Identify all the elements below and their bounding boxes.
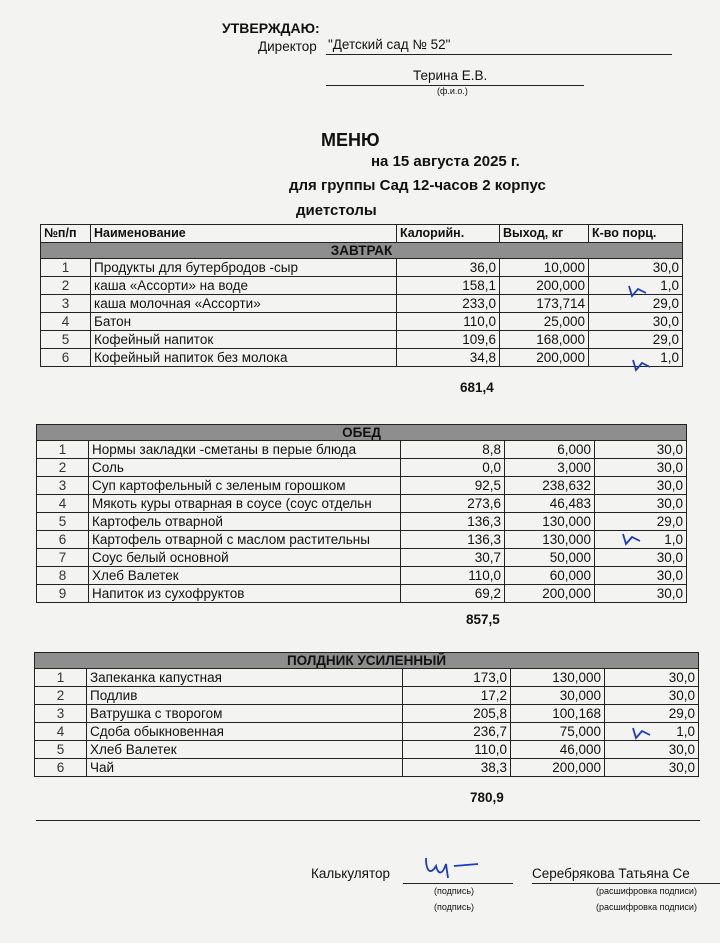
row-num: 4 xyxy=(35,723,87,741)
row-yield: 30,000 xyxy=(511,687,605,705)
row-cal: 110,0 xyxy=(397,313,500,331)
row-name: Напиток из сухофруктов xyxy=(89,585,401,603)
row-cal: 173,0 xyxy=(403,669,511,687)
row-yield: 60,000 xyxy=(505,567,595,585)
row-yield: 238,632 xyxy=(505,477,595,495)
table-row xyxy=(37,531,687,549)
lunch-total: 857,5 xyxy=(466,612,500,627)
table-row xyxy=(35,687,699,705)
table-row xyxy=(37,441,687,459)
row-num: 5 xyxy=(37,513,89,531)
section-header-row xyxy=(41,243,683,259)
col-name: Наименование xyxy=(91,225,397,243)
row-portions: 30,0 xyxy=(595,585,687,603)
row-name: каша молочная «Ассорти» xyxy=(91,295,397,313)
row-name: Кофейный напиток xyxy=(91,331,397,349)
col-portions: К-во порц. xyxy=(589,225,683,243)
row-cal: 110,0 xyxy=(401,567,505,585)
table-row xyxy=(37,585,687,603)
row-name: Мякоть куры отварная в соусе (соус отдельн xyxy=(89,495,401,513)
row-name: Картофель отварной xyxy=(89,513,401,531)
row-portions: 30,0 xyxy=(605,759,699,777)
row-portions: 29,0 xyxy=(595,513,687,531)
calc-label: Калькулятор xyxy=(311,866,391,881)
check-mark-icon xyxy=(626,284,648,298)
table-row xyxy=(37,567,687,585)
menu-subtitle: диетстолы xyxy=(296,202,377,219)
row-num: 6 xyxy=(37,531,89,549)
director-name: Терина Е.В. xyxy=(413,68,488,83)
row-num: 7 xyxy=(37,549,89,567)
row-num: 3 xyxy=(35,705,87,723)
section-title: ОБЕД xyxy=(37,425,687,441)
row-portions: 29,0 xyxy=(589,295,683,313)
check-mark-icon xyxy=(620,532,642,546)
row-portions: 30,0 xyxy=(605,741,699,759)
decode-caption: (расшифровка подписи) xyxy=(596,902,697,912)
menu-title: МЕНЮ xyxy=(321,130,380,150)
row-num: 9 xyxy=(37,585,89,603)
table-row xyxy=(35,669,699,687)
row-yield: 46,483 xyxy=(505,495,595,513)
menu-date: на 15 августа 2025 г. xyxy=(371,153,520,170)
row-name: Подлив xyxy=(87,687,403,705)
row-yield: 200,000 xyxy=(500,277,589,295)
row-portions: 30,0 xyxy=(595,495,687,513)
row-cal: 34,8 xyxy=(397,349,500,367)
row-num: 5 xyxy=(41,331,91,349)
row-name: Соль xyxy=(89,459,401,477)
row-cal: 205,8 xyxy=(403,705,511,723)
row-name: Чай xyxy=(87,759,403,777)
org-name: "Детский сад № 52" xyxy=(328,37,451,52)
row-cal: 92,5 xyxy=(401,477,505,495)
row-cal: 30,7 xyxy=(401,549,505,567)
row-cal: 273,6 xyxy=(401,495,505,513)
row-num: 2 xyxy=(41,277,91,295)
table-row xyxy=(37,513,687,531)
row-yield: 6,000 xyxy=(505,441,595,459)
row-yield: 10,000 xyxy=(500,259,589,277)
row-name: Батон xyxy=(91,313,397,331)
snack-total: 780,9 xyxy=(470,790,504,805)
row-portions: 29,0 xyxy=(605,705,699,723)
row-portions: 1,0 xyxy=(589,277,683,295)
row-cal: 109,6 xyxy=(397,331,500,349)
row-cal: 136,3 xyxy=(401,513,505,531)
col-yield: Выход, кг xyxy=(500,225,589,243)
row-yield: 173,714 xyxy=(500,295,589,313)
row-portions: 30,0 xyxy=(595,459,687,477)
table-row xyxy=(41,295,683,313)
row-num: 6 xyxy=(35,759,87,777)
table-row xyxy=(35,723,699,741)
row-cal: 38,3 xyxy=(403,759,511,777)
row-cal: 136,3 xyxy=(401,531,505,549)
row-num: 5 xyxy=(35,741,87,759)
row-num: 6 xyxy=(41,349,91,367)
row-portions: 30,0 xyxy=(595,567,687,585)
row-yield: 3,000 xyxy=(505,459,595,477)
row-yield: 130,000 xyxy=(505,531,595,549)
org-underline xyxy=(326,54,672,55)
row-yield: 168,000 xyxy=(500,331,589,349)
row-cal: 158,1 xyxy=(397,277,500,295)
row-cal: 233,0 xyxy=(397,295,500,313)
table-row xyxy=(41,349,683,367)
director-label: Директор xyxy=(258,39,317,54)
row-name: каша «Ассорти» на воде xyxy=(91,277,397,295)
row-portions: 30,0 xyxy=(589,259,683,277)
snack-table xyxy=(34,652,699,777)
row-portions: 30,0 xyxy=(589,313,683,331)
row-yield: 130,000 xyxy=(511,669,605,687)
lunch-table xyxy=(36,424,687,603)
row-cal: 0,0 xyxy=(401,459,505,477)
row-name: Нормы закладки -сметаны в перые блюда xyxy=(89,441,401,459)
section-header-row xyxy=(35,653,699,669)
row-num: 3 xyxy=(37,477,89,495)
row-yield: 46,000 xyxy=(511,741,605,759)
table-row xyxy=(41,277,683,295)
row-cal: 36,0 xyxy=(397,259,500,277)
table-row xyxy=(35,705,699,723)
signature-caption: (подпись) xyxy=(434,902,475,912)
section-title: ПОЛДНИК УСИЛЕННЫЙ xyxy=(35,653,699,669)
row-name: Соус белый основной xyxy=(89,549,401,567)
row-num: 1 xyxy=(35,669,87,687)
row-cal: 69,2 xyxy=(401,585,505,603)
calc-name: Серебрякова Татьяна Се xyxy=(532,866,690,881)
row-portions: 1,0 xyxy=(595,531,687,549)
table-row xyxy=(35,741,699,759)
table-row xyxy=(41,331,683,349)
table-row xyxy=(37,549,687,567)
check-mark-icon xyxy=(630,358,652,372)
row-name: Сдоба обыкновенная xyxy=(87,723,403,741)
table-row xyxy=(37,477,687,495)
name-underline xyxy=(532,883,720,884)
row-name: Ватрушка с творогом xyxy=(87,705,403,723)
col-cal: Калорийн. xyxy=(397,225,500,243)
row-yield: 100,168 xyxy=(511,705,605,723)
row-name: Продукты для бутербродов -сыр xyxy=(91,259,397,277)
row-portions: 30,0 xyxy=(605,687,699,705)
row-name: Хлеб Валетек xyxy=(87,741,403,759)
signature-icon xyxy=(420,848,482,882)
row-name: Кофейный напиток без молока xyxy=(91,349,397,367)
row-portions: 30,0 xyxy=(605,669,699,687)
section-header-row xyxy=(37,425,687,441)
signature-caption: (подпись) xyxy=(434,886,475,896)
row-yield: 25,000 xyxy=(500,313,589,331)
row-portions: 30,0 xyxy=(595,441,687,459)
row-num: 1 xyxy=(41,259,91,277)
col-num: №п/п xyxy=(41,225,91,243)
row-num: 2 xyxy=(35,687,87,705)
row-cal: 110,0 xyxy=(403,741,511,759)
signature-underline xyxy=(403,883,513,884)
row-num: 1 xyxy=(37,441,89,459)
row-cal: 236,7 xyxy=(403,723,511,741)
row-name: Запеканка капустная xyxy=(87,669,403,687)
row-yield: 130,000 xyxy=(505,513,595,531)
table-row xyxy=(37,459,687,477)
row-num: 8 xyxy=(37,567,89,585)
row-cal: 8,8 xyxy=(401,441,505,459)
row-yield: 200,000 xyxy=(511,759,605,777)
row-name: Хлеб Валетек xyxy=(89,567,401,585)
divider xyxy=(36,820,700,821)
row-portions: 30,0 xyxy=(595,477,687,495)
row-num: 3 xyxy=(41,295,91,313)
table-row xyxy=(41,313,683,331)
table-row xyxy=(41,259,683,277)
approval-heading: УТВЕРЖДАЮ: xyxy=(222,20,320,36)
row-portions: 1,0 xyxy=(605,723,699,741)
row-num: 4 xyxy=(37,495,89,513)
decode-caption: (расшифровка подписи) xyxy=(596,886,697,896)
header-row xyxy=(41,225,683,243)
breakfast-table xyxy=(40,224,683,367)
row-name: Картофель отварной с маслом растительны xyxy=(89,531,401,549)
table-row xyxy=(37,495,687,513)
menu-group: для группы Сад 12-часов 2 корпус xyxy=(289,177,546,194)
row-name: Суп картофельный с зеленым горошком xyxy=(89,477,401,495)
fio-caption: (ф.и.о.) xyxy=(437,86,468,96)
check-mark-icon xyxy=(630,726,652,740)
row-portions: 1,0 xyxy=(589,349,683,367)
row-portions: 30,0 xyxy=(595,549,687,567)
row-yield: 200,000 xyxy=(500,349,589,367)
row-yield: 200,000 xyxy=(505,585,595,603)
table-row xyxy=(35,759,699,777)
row-portions: 29,0 xyxy=(589,331,683,349)
breakfast-total: 681,4 xyxy=(460,380,494,395)
row-num: 2 xyxy=(37,459,89,477)
row-num: 4 xyxy=(41,313,91,331)
row-yield: 75,000 xyxy=(511,723,605,741)
row-cal: 17,2 xyxy=(403,687,511,705)
row-yield: 50,000 xyxy=(505,549,595,567)
section-title: ЗАВТРАК xyxy=(41,243,683,259)
